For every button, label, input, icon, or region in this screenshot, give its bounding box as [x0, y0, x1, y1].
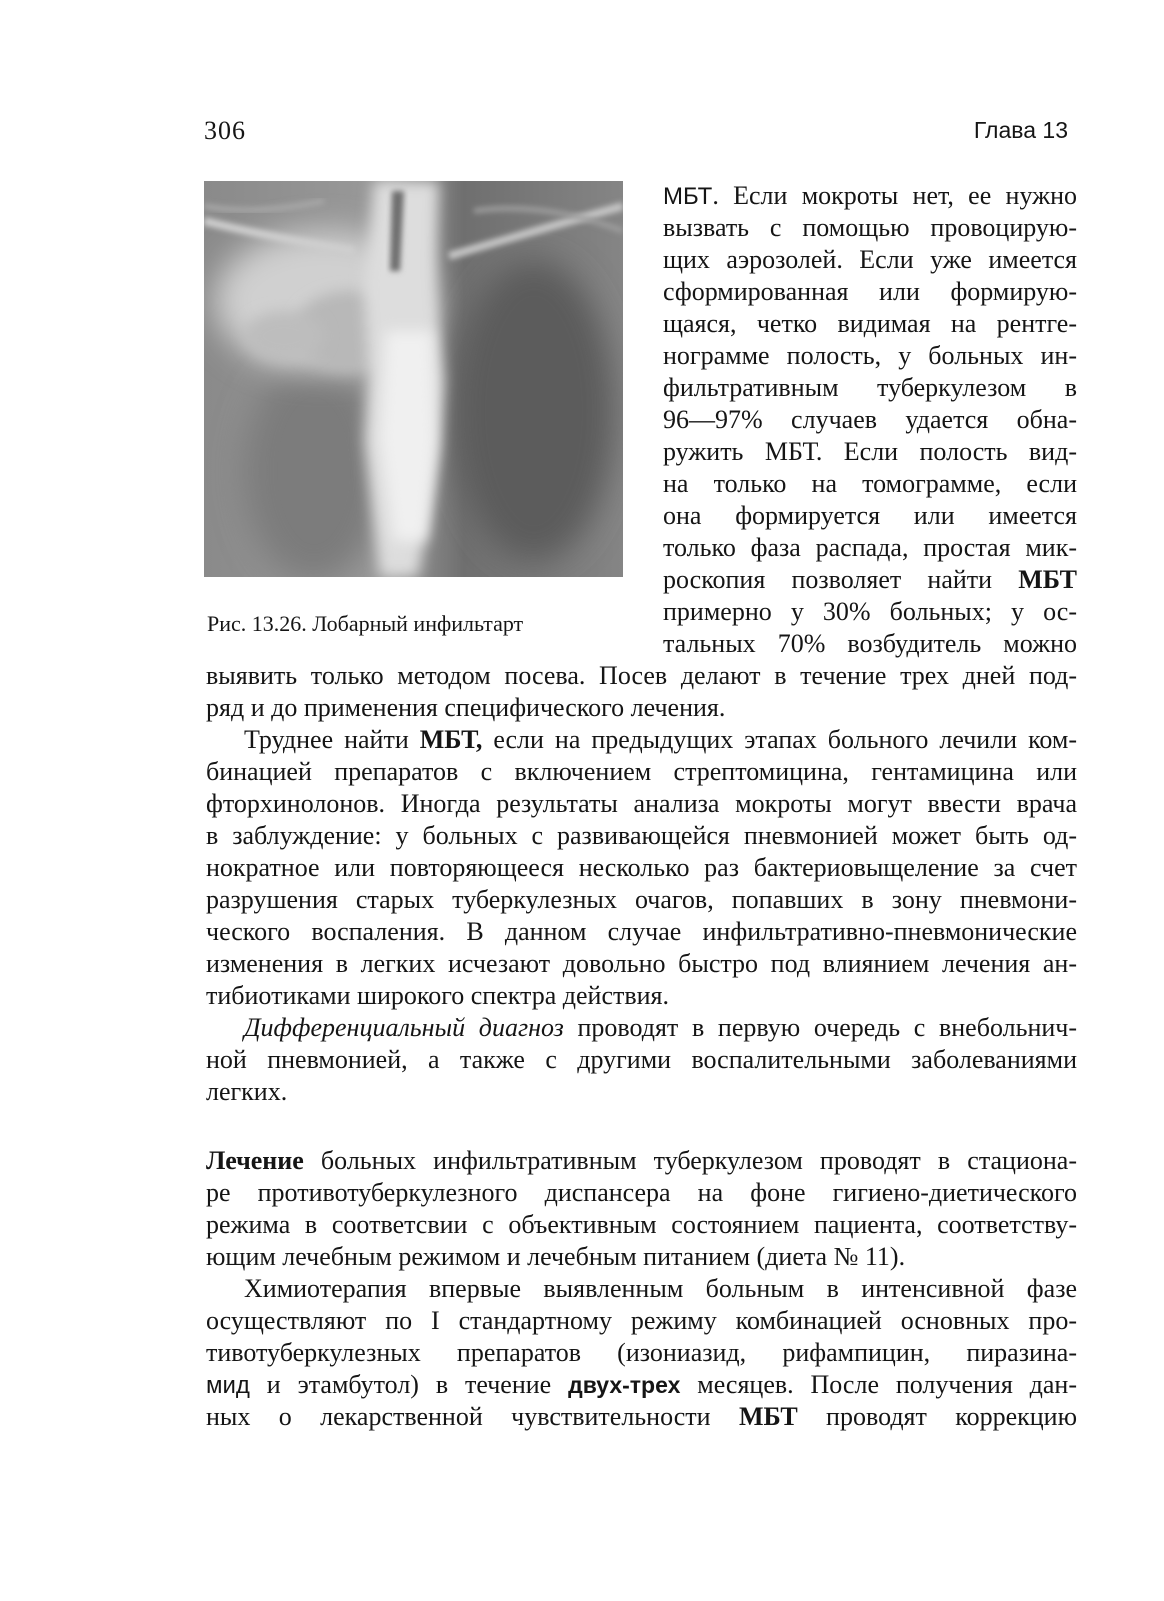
text-span: . Если мокроты нет, ее нужно — [712, 181, 1077, 210]
text-span: Труднее найти — [244, 725, 420, 754]
text-line: на только на томограмме, если — [663, 469, 1077, 498]
text-span: мид — [206, 1372, 250, 1399]
text-line: бинацией препаратов с включением стрептомицина, гентамицина или — [206, 757, 1077, 786]
text-line: разрушения старых туберкулезных очагов, попавших в зону пневмони- — [206, 885, 1077, 914]
text-line: легких. — [206, 1077, 288, 1106]
text-span: ных о лекарственной чувствительности — [206, 1402, 739, 1431]
text-line: тибиотиками широкого спектра действия. — [206, 981, 669, 1010]
bold-term: МБТ, — [419, 725, 483, 754]
text-line: щаяся, четко видимая на рентге- — [663, 309, 1077, 338]
text-line: нограмме полость, у больных ин- — [663, 341, 1077, 370]
text-line: ре противотуберкулезного диспансера на фоне гигиено-диетического — [206, 1178, 1077, 1207]
text-span: проводят в первую очередь с внебольнич- — [563, 1013, 1078, 1042]
text-line: ющим лечебным режимом и лечебным питанием (диета № 11). — [206, 1242, 906, 1271]
text-line: щих аэрозолей. Если уже имеется — [663, 245, 1077, 274]
text-span: двух-трех — [568, 1372, 681, 1398]
text-line: ной пневмонией, а также с другими воспалительными заболеваниями — [206, 1045, 1077, 1074]
text-line: сформированная или формирую- — [663, 277, 1077, 306]
text-line — [206, 1401, 1077, 1433]
text-line — [244, 724, 1077, 756]
text-line — [206, 1369, 1077, 1402]
chapter-title: Глава 13 — [973, 117, 1068, 143]
text-span: и этамбутол) в течение — [249, 1370, 569, 1399]
text-line: фильтративным туберкулезом в — [663, 373, 1077, 402]
figure-caption: Рис. 13.26. Лобарный инфильтарт — [207, 611, 524, 636]
text-span: месяцев. После получения дан- — [680, 1370, 1078, 1399]
text-line: Химиотерапия впервые выявленным больным в интенсивной фазе — [244, 1274, 1077, 1303]
text-line — [663, 180, 1077, 213]
bold-term: МБТ — [1018, 565, 1077, 594]
bold-term: МБТ — [738, 1402, 798, 1431]
text-line: она формируется или имеется — [663, 501, 1077, 530]
text-line: осуществляют по I стандартному режиму комбинацией основных про- — [206, 1306, 1077, 1335]
xray-image — [204, 181, 623, 577]
text-line: тивотуберкулезных препаратов (изониазид, рифампицин, пиразина- — [206, 1338, 1077, 1367]
text-line — [206, 1145, 1077, 1177]
text-line: вызвать с помощью провоцирую- — [663, 213, 1077, 242]
text-line: изменения в легких исчезают довольно быстро под влиянием лечения ан- — [206, 949, 1077, 978]
text-line: нократное или повторяющееся несколько раз бактериовыщеление за счет — [206, 853, 1077, 882]
text-span: больных инфильтративным туберкулезом проводят в стациона- — [303, 1146, 1077, 1175]
text-line: ряд и до применения специфического лечения. — [206, 693, 726, 722]
text-line: режима в соответсвии с объективным состоянием пациента, соответству- — [206, 1210, 1077, 1239]
text-line: ческого воспаления. В данном случае инфильтративно-пневмонические — [206, 917, 1077, 946]
abbr-mbt: МБТ — [663, 183, 713, 210]
text-line — [663, 564, 1077, 596]
text-line: ружить МБТ. Если полость вид- — [663, 437, 1077, 466]
text-line: только фаза распада, простая мик- — [663, 533, 1077, 562]
text-span: если на предыдущих этапах больного лечили ком- — [482, 725, 1077, 754]
text-line: примерно у 30% больных; у ос- — [663, 597, 1077, 626]
text-line: фторхинолонов. Иногда результаты анализа мокроты могут ввести врача — [206, 789, 1077, 818]
page-number: 306 — [204, 116, 246, 145]
text-line — [244, 1012, 1077, 1044]
text-span: роскопия позволяет найти — [663, 565, 993, 594]
bold-term: Лечение — [206, 1146, 304, 1175]
text-line: тальных 70% возбудитель можно — [663, 629, 1077, 658]
text-line: выявить только методом посева. Посев делают в течение трех дней под- — [206, 661, 1077, 690]
text-line: 96—97% случаев удается обна- — [663, 405, 1077, 434]
italic-term: Дифференциальный диагноз — [244, 1013, 564, 1042]
text-line: в заблуждение: у больных с развивающейся пневмонией может быть од- — [206, 821, 1077, 850]
text-span: проводят коррекцию — [797, 1402, 1077, 1431]
